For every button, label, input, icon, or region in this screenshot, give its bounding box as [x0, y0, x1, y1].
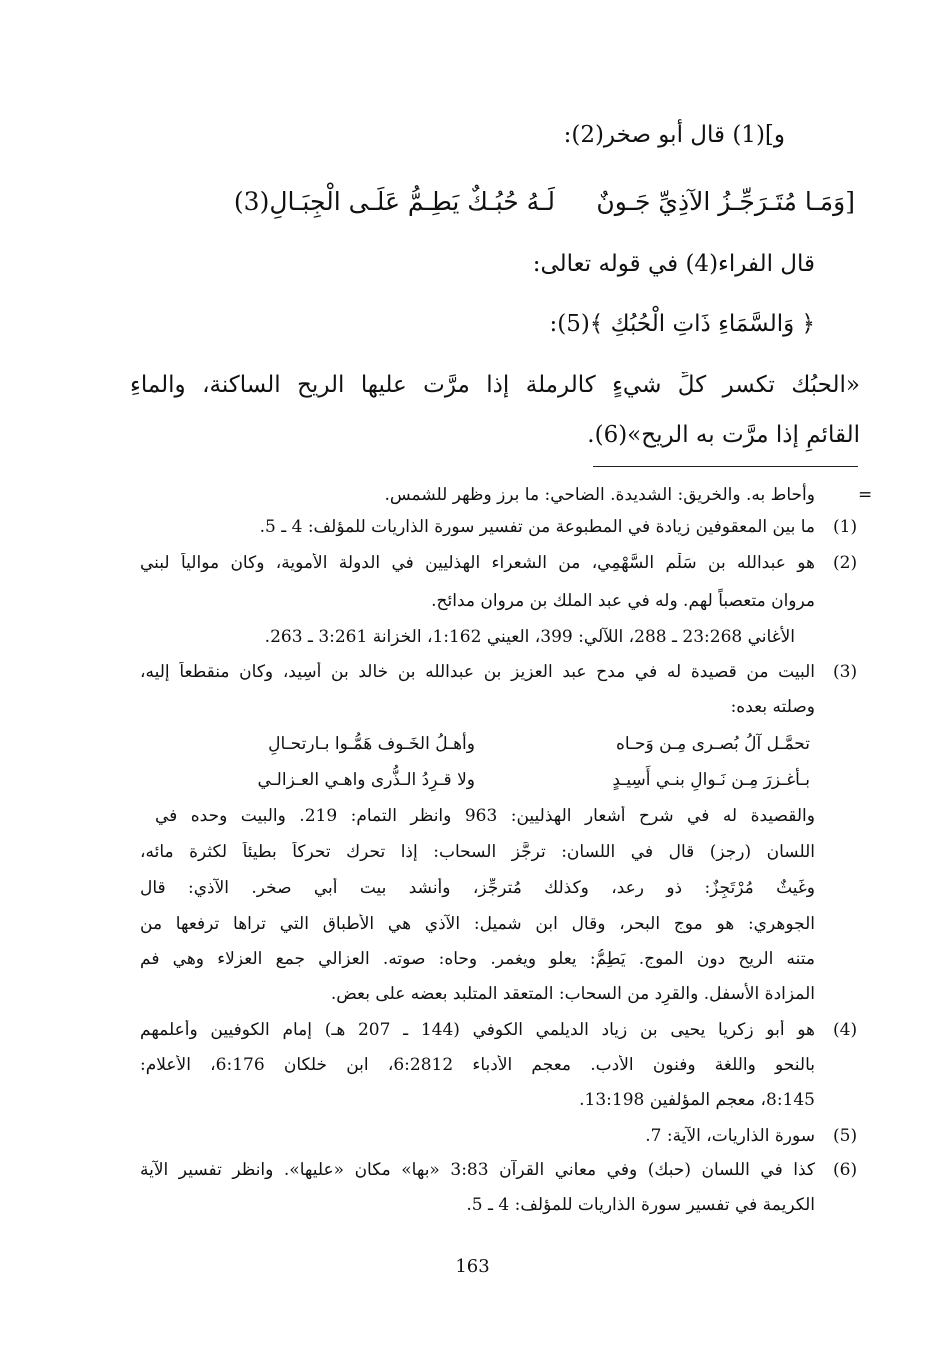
footnote-3-verse-2-second: ولا قـرِدُ الـذُّرى واهـي العـزالـي	[257, 770, 475, 790]
footnote-3-line-7: وغَيثٌ مُرْتَجِزٌ: ذو رعد، وكذلك مُترجِّز، وأنشد بيت أبي صخر. الآذي: قال	[140, 878, 815, 898]
footnote-5-number: (5)	[833, 1126, 858, 1146]
footnote-2-number: (2)	[833, 553, 858, 573]
footnote-3-verse-1-second: وأهـلُ الخَـوف هَمُّـوا بـارتحـالِ	[268, 734, 475, 754]
footnote-3-line-6: اللسان (رجز) قال في اللسان: ترجَّز السحاب: إذا تحرك تحركاً بطيئاً لكثرة مائه،	[140, 842, 815, 862]
footnote-4-line-2: بالنحو واللغة وفنون الأدب. معجم الأدباء 6:2812، ابن خلكان 6:176، الأعلام:	[140, 1055, 815, 1075]
footnote-6-line-2: الكريمة في تفسير سورة الذاريات للمؤلف: 4 ـ 5.	[466, 1195, 815, 1215]
footnote-5-text: سورة الذاريات، الآية: 7.	[645, 1126, 815, 1146]
footnote-4-line-3: 8:145، معجم المؤلفين 13:198.	[579, 1090, 815, 1110]
footnote-3-number: (3)	[833, 662, 858, 682]
footnote-2-line-3: الأغاني 23:268 ـ 288، اللآلي: 399، العيني 1:162، الخزانة 3:261 ـ 263.	[264, 627, 795, 647]
page-number: 163	[455, 1256, 490, 1277]
footnote-continuation-text: وأحاط به. والخريق: الشديدة. الضاحي: ما برز وظهر للشمس.	[384, 485, 815, 505]
definition-line-2: القائمِ إذا مرَّت به الريح»(6).	[587, 422, 860, 448]
verse-first-hemistich: [وَمَـا مُتَـرَجِّـزُ الآذِيِّ جَـونٌ	[596, 187, 855, 216]
footnote-4-line-1: هو أبو زكريا يحيى بن زياد الديلمي الكوفي (144 ـ 207 هـ) إمام الكوفيين وأعلمهم	[140, 1020, 815, 1040]
footnote-1-number: (1)	[833, 517, 858, 537]
footnote-3-verse-2-first: بـأغـزرَ مِـن نَـوالِ بنـي أَسِيـدٍ	[612, 770, 810, 790]
intro-line: و](1) قال أبو صخر(2):	[563, 122, 785, 148]
footnote-2-line-1: هو عبدالله بن سَلْم السَّهْمِي، من الشعراء الهذليين في الدولة الأموية، وكان موالياً لبني	[140, 553, 815, 573]
footnote-3-line-9: متنه الريح دون الموج. يَطِمُّ: يعلو ويغمر. وحاه: صوته. العزالي جمع العزلاء وهي فم	[140, 949, 815, 969]
footnote-3-line-5: والقصيدة له في شرح أشعار الهذليين: 963 وانظر التمام: 219. والبيت وحده في	[155, 806, 815, 826]
farra-quote-intro: قال الفراء(4) في قوله تعالى:	[532, 251, 815, 277]
footnote-1-text: ما بين المعقوفين زيادة في المطبوعة من تفسير سورة الذاريات للمؤلف: 4 ـ 5.	[259, 517, 815, 537]
quran-verse: ﴿ وَالسَّمَاءِ ذَاتِ الْحُبُكِ ﴾(5):	[549, 311, 815, 337]
footnote-2-line-2: مروان متعصباً لهم. وله في عبد الملك بن مروان مدائح.	[431, 591, 815, 611]
footnote-6-line-1: كذا في اللسان (حبك) وفي معاني القرآن 3:83 «بها» مكان «عليها». وانظر تفسير الآية	[140, 1160, 815, 1180]
footnote-3-verse-1-first: تحمَّـل آلُ بُصـرى مِـن وَحـاه	[615, 734, 810, 754]
footnote-separator	[593, 466, 858, 467]
verse-second-hemistich: لَـهُ حُبُـكٌ يَطِـمُّ عَلَـى الْجِبَـالِ(3)	[233, 187, 555, 216]
footnote-3-line-10: المزادة الأسفل. والقرِد من السحاب: المتعقد المتلبد بعضه على بعض.	[330, 984, 815, 1004]
footnote-3-line-1: البيت من قصيدة له في مدح عبد العزيز بن عبدالله بن خالد بن أَسِيد، وكان منقطعاً إليه،	[140, 662, 815, 682]
footnote-3-line-2: وصلته بعده:	[730, 697, 815, 717]
definition-line-1: «الحبُك تكسر كلِّ شيءٍ كالرملة إذا مرَّت عليها الريح الساكنة، والماءِ	[130, 372, 860, 398]
footnote-continuation-marker: =	[858, 485, 873, 505]
footnote-4-number: (4)	[833, 1020, 858, 1040]
footnote-3-line-8: الجوهري: هو موج البحر، وقال ابن شميل: الآذي هي الأطباق التي تراها ترفعها من	[140, 914, 815, 934]
footnote-6-number: (6)	[833, 1160, 858, 1180]
